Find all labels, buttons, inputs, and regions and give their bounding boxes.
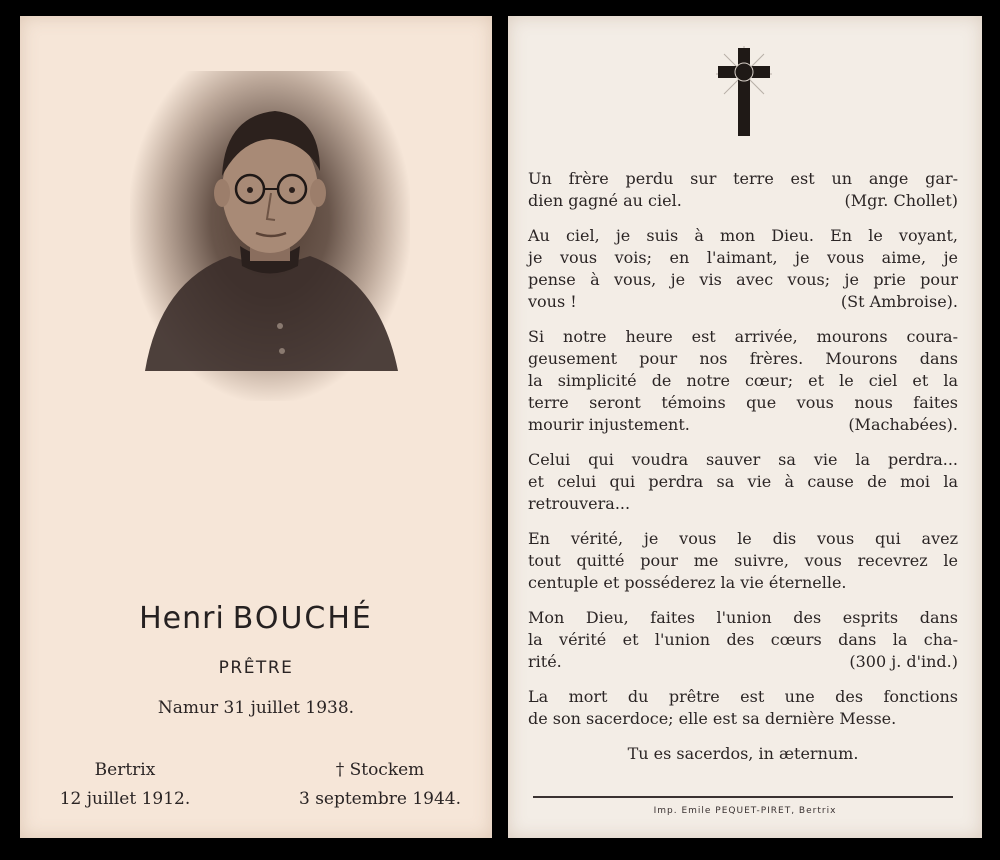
text-line: Un frère perdu sur terre est un ange gar- <box>528 169 958 188</box>
prayer-paragraph <box>528 686 958 730</box>
citation: (300 j. d'ind.) <box>849 652 958 671</box>
text-line-content: centuple et posséderez la vie éternelle. <box>528 573 847 592</box>
cross-icon <box>714 44 774 138</box>
text-line-content: retrouvera... <box>528 494 631 513</box>
text-line: la vérité et l'union des cœurs dans la cha- <box>528 630 958 649</box>
death-block <box>280 756 480 814</box>
prayer-text <box>528 168 958 765</box>
prayer-paragraph <box>528 326 958 436</box>
text-line: terre seront témoins que vous nous faites <box>528 393 958 412</box>
surname: BOUCHÉ <box>232 601 373 636</box>
text-line <box>528 190 958 212</box>
text-line: Au ciel, je suis à mon Dieu. En le voyant, <box>528 226 958 245</box>
deceased-name <box>20 601 492 636</box>
portrait-photo <box>130 71 410 401</box>
text-line <box>528 708 958 730</box>
text-line <box>528 414 958 436</box>
prayer-paragraph <box>528 168 958 212</box>
citation: (Machabées). <box>848 415 958 434</box>
text-line: la simplicité de notre cœur; et le ciel et la <box>528 371 958 390</box>
prayer-paragraph <box>528 607 958 673</box>
citation: (St Ambroise). <box>840 292 958 311</box>
text-line <box>528 651 958 673</box>
text-line: La mort du prêtre est une des fonctions <box>528 687 958 706</box>
text-line: Celui qui voudra sauver sa vie la perdra... <box>528 450 958 469</box>
ordination-line: Namur 31 juillet 1938. <box>157 698 355 718</box>
memorial-card-back <box>508 16 982 838</box>
text-line-content: mourir injustement. <box>528 415 690 434</box>
prayer-paragraph <box>528 528 958 594</box>
birth-place: Bertrix <box>94 760 156 780</box>
death-date: 3 septembre 1944. <box>298 789 462 809</box>
printer-credit: Imp. Emile PEQUET-PIRET, Bertrix <box>653 806 837 816</box>
prayer-paragraph <box>528 449 958 515</box>
first-name: Henri <box>139 601 225 636</box>
text-line: Mon Dieu, faites l'union des esprits dans <box>528 608 958 627</box>
text-line: Si notre heure est arrivée, mourons coura- <box>528 327 958 346</box>
birth-date: 12 juillet 1912. <box>59 789 191 809</box>
text-line <box>528 572 958 594</box>
text-line: geusement pour nos frères. Mourons dans <box>528 349 958 368</box>
text-line <box>528 493 958 515</box>
text-line: je vous vois; en l'aimant, je vous aime, je <box>528 248 958 267</box>
citation: (Mgr. Chollet) <box>844 191 958 210</box>
text-line: tout quitté pour me suivre, vous recevrez le <box>528 551 958 570</box>
title: PRÊTRE <box>218 658 294 678</box>
closing-line: Tu es sacerdos, in æternum. <box>627 744 859 763</box>
text-line: En vérité, je vous le dis vous qui avez <box>528 529 958 548</box>
text-line-content: rité. <box>528 652 562 671</box>
memorial-card-front <box>20 16 492 838</box>
text-line <box>528 291 958 313</box>
divider-line <box>533 796 953 798</box>
birth-block <box>50 756 200 814</box>
text-line-content: vous ! <box>528 292 577 311</box>
text-line-content: dien gagné au ciel. <box>528 191 682 210</box>
prayer-paragraph <box>528 225 958 313</box>
death-place: † Stockem <box>335 760 425 780</box>
text-line: pense à vous, je vis avec vous; je prie pour <box>528 270 958 289</box>
text-line-content: de son sacerdoce; elle est sa dernière Messe. <box>528 709 897 728</box>
text-line: et celui qui perdra sa vie à cause de moi la <box>528 472 958 491</box>
